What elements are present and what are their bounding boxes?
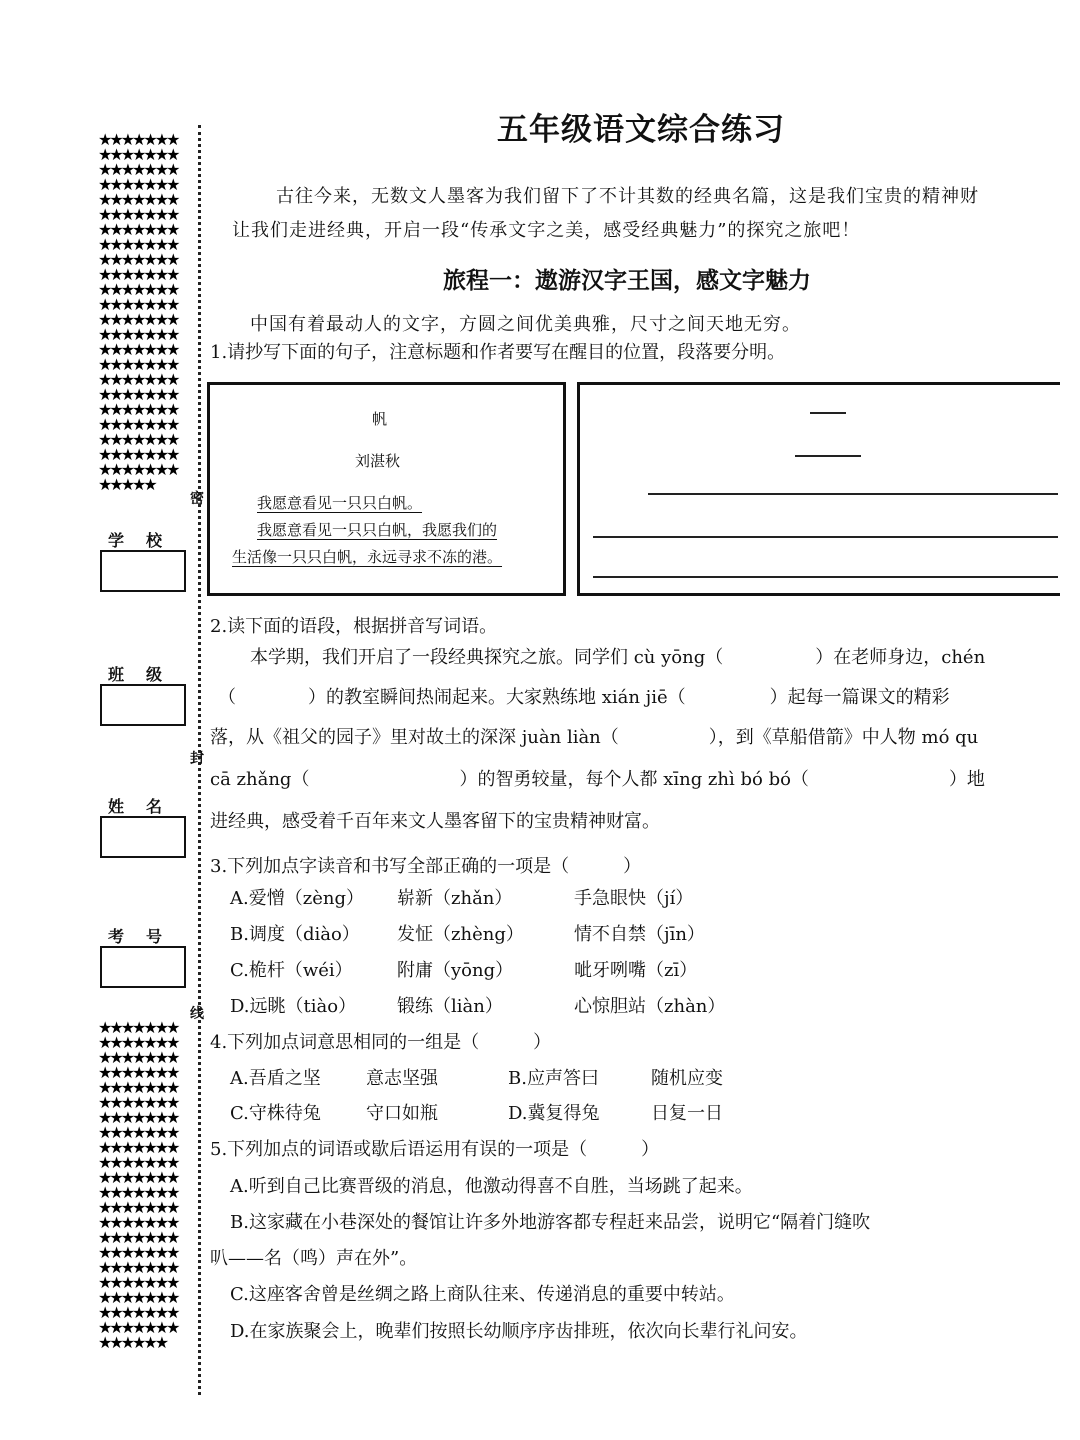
q5-option-a[interactable]: A.听到自己比赛晋级的消息，他激动得喜不自胜，当场跳了起来。	[230, 1176, 753, 1197]
q2-line-5: 进经典，感受着千百年来文人墨客留下的宝贵精神财富。	[210, 811, 660, 832]
q3-option-a-3: 手急眼快（jí）	[574, 888, 694, 909]
q4-option-c[interactable]: C.守株待兔	[230, 1103, 321, 1124]
q2-line-2: （ ）的教室瞬间热闹起来。大家熟练地 xián jiē（ ）起每一篇课文的精彩	[218, 687, 950, 708]
q4-option-a[interactable]: A.吾盾之坚	[230, 1068, 321, 1089]
seal-char-feng: 封	[190, 751, 204, 767]
q4-option-b-2: 随机应变	[651, 1068, 723, 1089]
q5-option-b-cont: 叭——名（鸣）声在外”。	[210, 1248, 418, 1269]
q3-option-b-3: 情不自禁（jīn）	[574, 924, 705, 945]
answer-line-1[interactable]	[648, 493, 1058, 495]
q3-option-d-3: 心惊胆站（zhàn）	[574, 996, 726, 1017]
school-field[interactable]	[100, 550, 186, 592]
q4-option-d[interactable]: D.冀复得兔	[508, 1103, 600, 1124]
q3-option-b[interactable]: B.调度（diào）	[230, 924, 360, 945]
q2-line-4: cā zhǎng（ ）的智勇较量，每个人都 xīng zhì bó bó（ ）地	[210, 769, 985, 790]
star-border-top: ★★★★★★★★★★★★★★★★★★★★★★★★★★★★★★★★★★★★★★★★★★★★★★★★★★★★★★★★★★★★★★★★★★★★★★★★★★★★★★★★★★★★★★★★★★★★★★★★★★★★★★★★★★★★★★★★★★★★★★★★★★★★★★★★★★★★★★★★★★★★★★★★★★★★★★★★★★★★★★★★★★★★★★	[98, 132, 178, 494]
answer-line-2[interactable]	[593, 536, 1058, 538]
q3-option-a[interactable]: A.爱憎（zèng）	[230, 888, 364, 909]
q5-option-c[interactable]: C.这座客舍曾是丝绸之路上商队往来、传递消息的重要中转站。	[230, 1284, 735, 1305]
question-5: 5.下列加点的词语或歇后语运用有误的一项是（ ）	[210, 1139, 660, 1160]
answer-author-line[interactable]	[795, 455, 861, 457]
q4-option-b[interactable]: B.应声答曰	[508, 1068, 599, 1089]
q5-option-b[interactable]: B.这家藏在小巷深处的餐馆让许多外地游客都专程赶来品尝，说明它“隔着门缝吹	[230, 1212, 871, 1233]
intro-line-2: 让我们走进经典，开启一段“传承文字之美，感受经典魅力”的探究之旅吧！	[232, 220, 861, 241]
q4-option-d-2: 日复一日	[651, 1103, 723, 1124]
q3-option-c[interactable]: C.桅杆（wéi）	[230, 960, 353, 981]
q4-option-a-2: 意志坚强	[366, 1068, 438, 1089]
section-heading: 旅程一：遨游汉字王国，感文字魅力	[443, 268, 811, 294]
question-2: 2.读下面的语段，根据拼音写词语。	[210, 616, 498, 637]
page-title: 五年级语文综合练习	[497, 112, 785, 148]
exam-no-field[interactable]	[100, 946, 186, 988]
q5-option-d[interactable]: D.在家族聚会上，晚辈们按照长幼顺序序齿排班，依次向长辈行礼问安。	[230, 1321, 808, 1342]
poem-author: 刘湛秋	[355, 452, 401, 470]
question-3: 3.下列加点字读音和书写全部正确的一项是（ ）	[210, 856, 642, 877]
seal-char-xian: 线	[190, 1006, 204, 1022]
q3-option-a-2: 崭新（zhǎn）	[397, 888, 513, 909]
q2-line-1: 本学期，我们开启了一段经典探究之旅。同学们 cù yōng（ ）在老师身边，chén	[250, 647, 986, 668]
poem-line-1: 我愿意看见一只只白帆。	[257, 494, 423, 512]
name-label: 姓名	[108, 797, 185, 816]
q3-option-b-2: 发怔（zhèng）	[397, 924, 524, 945]
class-label: 班级	[108, 665, 185, 684]
star-border-bottom: ★★★★★★★★★★★★★★★★★★★★★★★★★★★★★★★★★★★★★★★★★★★★★★★★★★★★★★★★★★★★★★★★★★★★★★★★★★★★★★★★★★★★★★★★★★★★★★★★★★★★★★★★★★★★★★★★★★★★★★★★★★★★★★★★★★★★★★★★★★★★★★★★★★★★★★★★★	[98, 1020, 178, 1352]
poem-line-3: 生活像一只只白帆，永远寻求不冻的港。	[232, 548, 503, 566]
q3-option-c-2: 附庸（yōng）	[397, 960, 514, 981]
q3-option-c-3: 呲牙咧嘴（zī）	[574, 960, 698, 981]
name-field[interactable]	[100, 816, 186, 858]
exam-no-label: 考号	[108, 927, 185, 946]
class-field[interactable]	[100, 684, 186, 726]
poem-title: 帆	[372, 410, 388, 428]
answer-box	[577, 382, 1060, 596]
answer-title-line[interactable]	[810, 412, 846, 414]
question-1: 1.请抄写下面的句子，注意标题和作者要写在醒目的位置，段落要分明。	[210, 342, 786, 363]
question-4: 4.下列加点词意思相同的一组是（ ）	[210, 1032, 552, 1053]
seal-char-mi: 密	[190, 491, 204, 507]
intro-line-1: 古往今来，无数文人墨客为我们留下了不计其数的经典名篇，这是我们宝贵的精神财	[276, 186, 979, 207]
q4-option-c-2: 守口如瓶	[366, 1103, 438, 1124]
poem-line-2: 我愿意看见一只只白帆，我愿我们的	[257, 521, 498, 539]
q2-line-3: 落，从《祖父的园子》里对故土的深深 juàn liàn（ ），到《草船借箭》中人物 mó qu	[210, 727, 979, 748]
q3-option-d-2: 锻练（liàn）	[397, 996, 503, 1017]
section-lead: 中国有着最动人的文字，方圆之间优美典雅，尺寸之间天地无穷。	[250, 314, 801, 335]
answer-line-3[interactable]	[593, 576, 1058, 578]
school-label: 学校	[108, 531, 185, 550]
q3-option-d[interactable]: D.远眺（tiào）	[230, 996, 357, 1017]
